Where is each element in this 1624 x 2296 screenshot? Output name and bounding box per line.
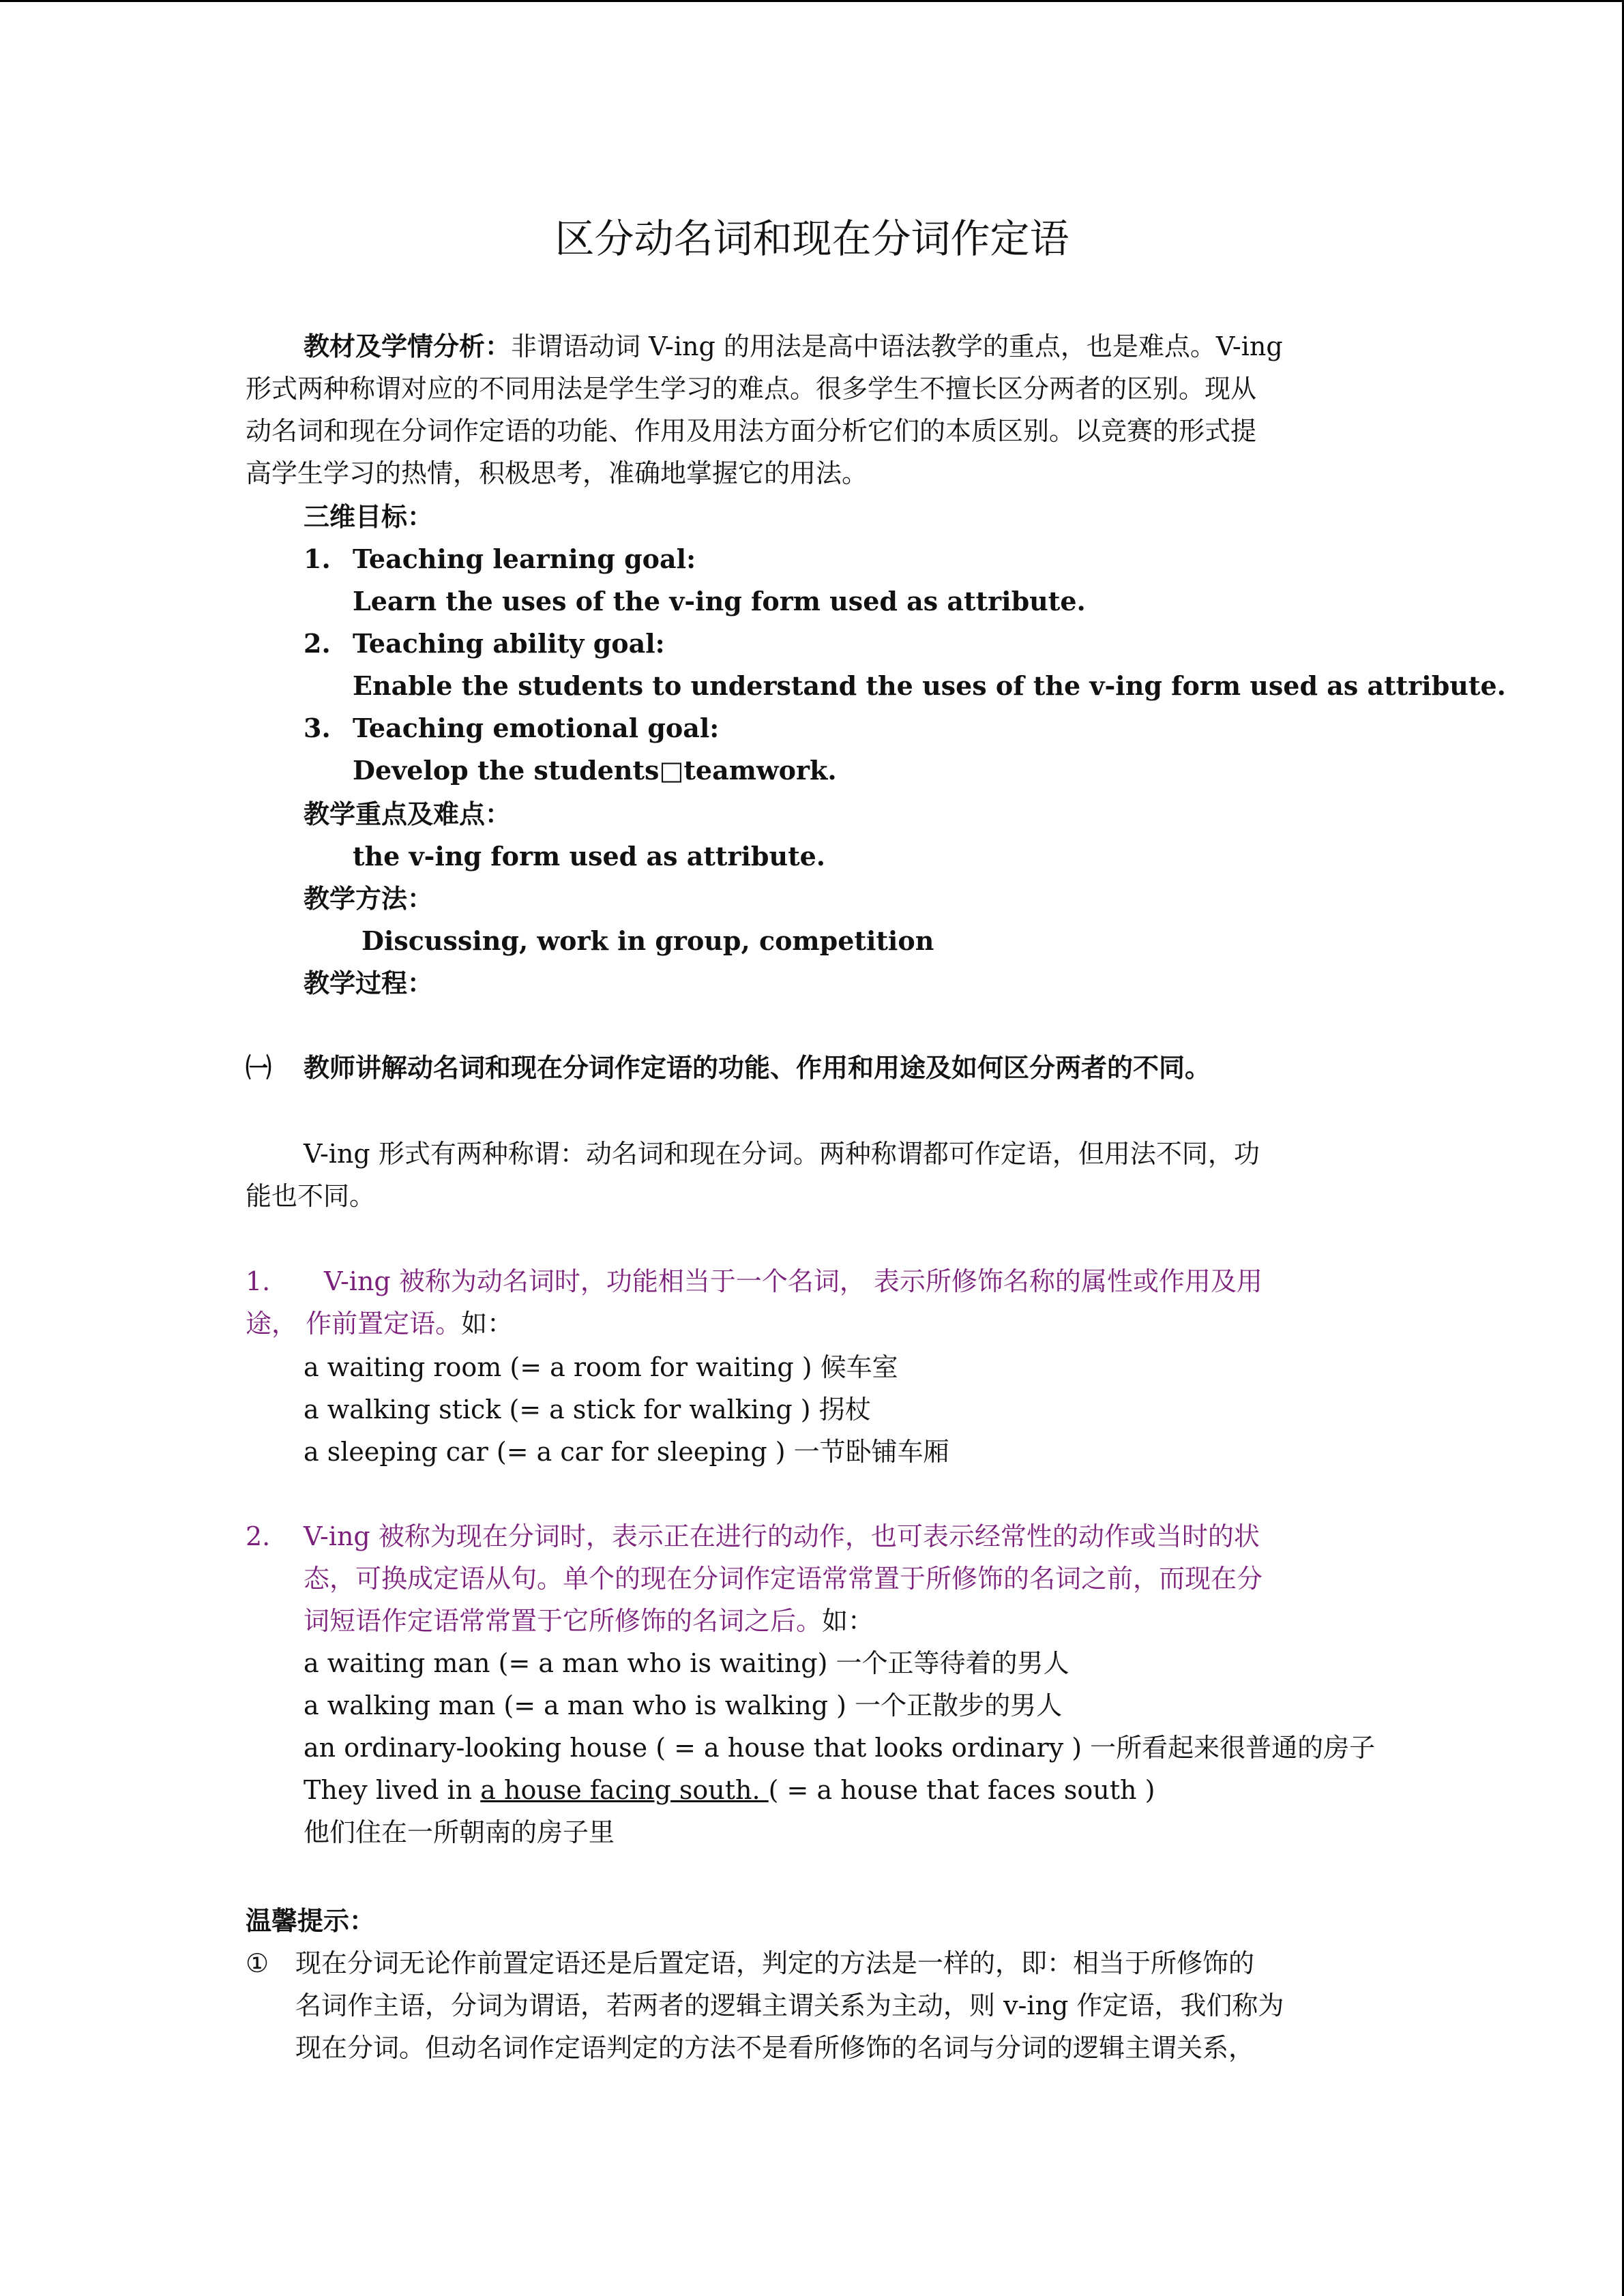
- point-1-example-2: a walking stick (= a stick for walking ) 拐杖: [304, 1395, 871, 1425]
- point-2-example-1: a waiting man (= a man who is waiting) 一个正等待着的男人: [304, 1648, 1069, 1678]
- goal-title: Teaching ability goal:: [353, 628, 665, 659]
- top-border: [0, 0, 1624, 2]
- point-2-line-1: V-ing 被称为现在分词时，表示正在进行的动作，也可表示经常性的动作或当时的状: [304, 1521, 1260, 1551]
- tips-line-3: 现在分词。但动名词作定语判定的方法不是看所修饰的名词与分词的逻辑主谓关系，: [295, 2033, 1255, 2063]
- point-2-line-3-purple: 词短语作定语常常置于它所修饰的名词之后。: [304, 1606, 823, 1636]
- key-points-heading: 教学重点及难点：: [304, 799, 512, 829]
- analysis-line-4: 高学生学习的热情，积极思考，准确地掌握它的用法。: [246, 458, 868, 488]
- analysis-line-3: 动名词和现在分词作定语的功能、作用及用法方面分析它们的本质区别。以竞赛的形式提: [246, 416, 1257, 446]
- sentence-post: ( = a house that faces south ): [768, 1775, 1155, 1805]
- point-1-example-1: a waiting room (= a room for waiting ) 候车室: [304, 1352, 898, 1382]
- point-1-line-2: [246, 1302, 513, 1345]
- goal-item-1: [304, 538, 696, 580]
- section-1-heading: 教师讲解动名词和现在分词作定语的功能、作用和用途及如何区分两者的不同。: [304, 1052, 1211, 1083]
- section-1-marker: ㈠: [246, 1052, 272, 1083]
- point-1-example-3: a sleeping car (= a car for sleeping ) 一节卧铺车厢: [304, 1437, 949, 1467]
- goal-detail-2: Enable the students to understand the uses of the v-ing form used as attribute.: [353, 670, 1506, 701]
- intro-line-2: 能也不同。: [246, 1181, 376, 1211]
- point-1-number: 1.: [246, 1266, 271, 1296]
- goal-detail-1: Learn the uses of the v-ing form used as attribute.: [353, 586, 1086, 616]
- tips-marker: ①: [246, 1948, 269, 1978]
- point-1-line-2-purple: 途， 作前置定语。: [246, 1309, 462, 1339]
- goal-title: Teaching learning goal:: [353, 543, 696, 574]
- process-heading: 教学过程：: [304, 968, 434, 998]
- goal-title: Teaching emotional goal:: [353, 713, 720, 743]
- point-2-sentence: [304, 1769, 1155, 1811]
- goal-number: 1.: [304, 543, 331, 574]
- key-points-detail: the v-ing form used as attribute.: [353, 841, 826, 871]
- goal-item-3: [304, 707, 719, 749]
- tips-heading: 温馨提示：: [246, 1905, 376, 1936]
- point-2-example-3: an ordinary-looking house ( = a house that looks ordinary ) 一所看起来很普通的房子: [304, 1733, 1376, 1763]
- point-2-line-2: 态，可换成定语从句。单个的现在分词作定语常常置于所修饰的名词之前，而现在分: [304, 1564, 1263, 1594]
- analysis-line-2: 形式两种称谓对应的不同用法是学生学习的难点。很多学生不擅长区分两者的区别。现从: [246, 374, 1257, 404]
- sentence-pre: They lived in: [304, 1775, 481, 1805]
- analysis-text-1: 非谓语动词 V-ing 的用法是高中语法教学的重点，也是难点。V-ing: [511, 331, 1283, 361]
- sentence-underlined: a house facing south.: [480, 1775, 769, 1805]
- tips-line-2: 名词作主语，分词为谓语，若两者的逻辑主谓关系为主动，则 v-ing 作定语，我们称为: [295, 1991, 1284, 2021]
- goals-heading: 三维目标：: [304, 501, 434, 532]
- point-2-line-3-tail: 如：: [822, 1606, 874, 1636]
- point-1-line-1: V-ing 被称为动名词时，功能相当于一个名词， 表示所修饰名称的属性或作用及用: [324, 1266, 1263, 1296]
- point-2-translation: 他们住在一所朝南的房子里: [304, 1817, 615, 1847]
- goal-item-2: [304, 623, 665, 665]
- method-detail: Discussing, work in group, competition: [361, 925, 934, 956]
- goal-detail-3: Develop the students□teamwork.: [353, 755, 837, 786]
- point-2-example-2: a walking man (= a man who is walking ) 一个正散步的男人: [304, 1690, 1063, 1720]
- tips-line-1: 现在分词无论作前置定语还是后置定语，判定的方法是一样的，即：相当于所修饰的: [295, 1948, 1255, 1978]
- intro-line-1: V-ing 形式有两种称谓：动名词和现在分词。两种称谓都可作定语，但用法不同，功: [304, 1139, 1260, 1169]
- point-2-line-3: [304, 1600, 874, 1642]
- goal-number: 3.: [304, 713, 331, 743]
- analysis-line-1: [304, 325, 1283, 368]
- page-title: 区分动名词和现在分词作定语: [555, 215, 1069, 262]
- goal-number: 2.: [304, 628, 331, 659]
- analysis-label: 教材及学情分析：: [304, 331, 512, 361]
- method-heading: 教学方法：: [304, 883, 434, 914]
- point-2-number: 2.: [246, 1521, 271, 1551]
- point-1-line-2-tail: 如：: [461, 1309, 514, 1339]
